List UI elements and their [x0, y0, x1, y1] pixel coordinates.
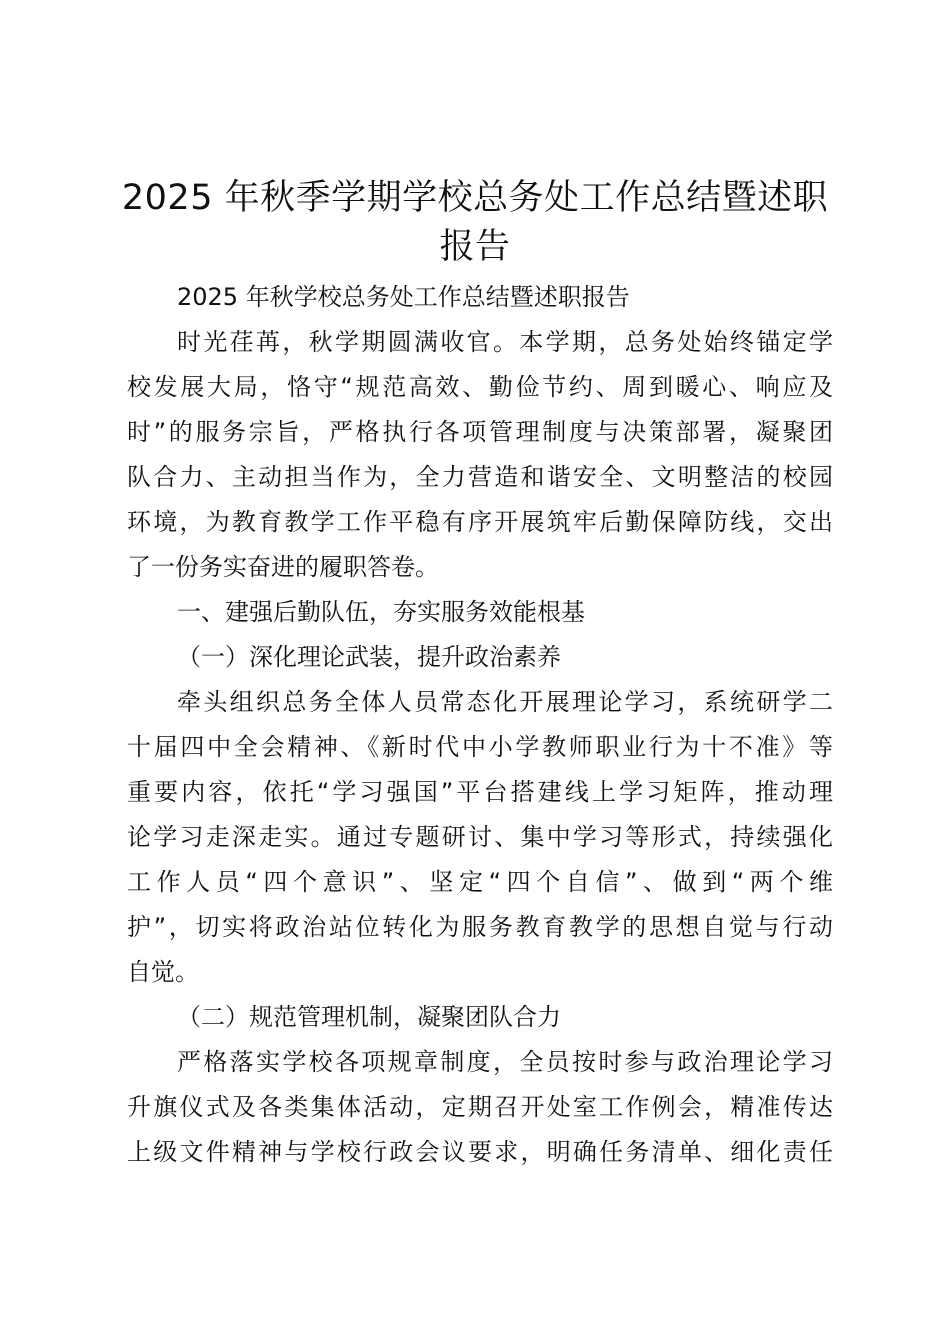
subtitle-line: 2025 年秋学校总务处工作总结暨述职报告 — [177, 283, 630, 311]
subsection-heading: （二）规范管理机制，凝聚团队合力 — [177, 1003, 561, 1031]
paragraph-line: 十届四中全会精神、《新时代中小学教师职业行为十不准》等 — [127, 733, 833, 761]
document-title-line-1: 2025 年秋季学期学校总务处工作总结暨述职 — [121, 178, 829, 218]
paragraph-line: 牵头组织总务全体人员常态化开展理论学习，系统研学二 — [177, 688, 833, 716]
paragraph-line: 队合力、主动担当作为，全力营造和谐安全、文明整洁的校园 — [127, 463, 833, 491]
paragraph-line: 了一份务实奋进的履职答卷。 — [127, 553, 439, 581]
paragraph-line: 重要内容，依托“学习强国”平台搭建线上学习矩阵，推动理 — [127, 778, 833, 806]
paragraph-line: 论学习走深走实。通过专题研讨、集中学习等形式，持续强化 — [127, 823, 833, 851]
paragraph-line: 自觉。 — [127, 958, 199, 986]
subsection-heading: （一）深化理论武装，提升政治素养 — [177, 643, 561, 671]
paragraph-line: 护”，切实将政治站位转化为服务教育教学的思想自觉与行动 — [127, 913, 833, 941]
document-title-line-2: 报告 — [439, 227, 511, 267]
paragraph-line: 上级文件精神与学校行政会议要求，明确任务清单、细化责任 — [127, 1138, 833, 1166]
paragraph-line: 升旗仪式及各类集体活动，定期召开处室工作例会，精准传达 — [127, 1093, 833, 1121]
paragraph-line: 时光荏苒，秋学期圆满收官。本学期，总务处始终锚定学 — [177, 328, 833, 356]
paragraph-line: 环境，为教育教学工作平稳有序开展筑牢后勤保障防线，交出 — [127, 508, 833, 536]
paragraph-line: 工作人员“四个意识”、坚定“四个自信”、做到“两个维 — [127, 868, 833, 896]
paragraph-line: 时”的服务宗旨，严格执行各项管理制度与决策部署，凝聚团 — [127, 418, 833, 446]
section-heading: 一、建强后勤队伍，夯实服务效能根基 — [177, 598, 585, 626]
paragraph-line: 严格落实学校各项规章制度，全员按时参与政治理论学习 — [177, 1048, 833, 1076]
paragraph-line: 校发展大局，恪守“规范高效、勤俭节约、周到暖心、响应及 — [127, 373, 833, 401]
